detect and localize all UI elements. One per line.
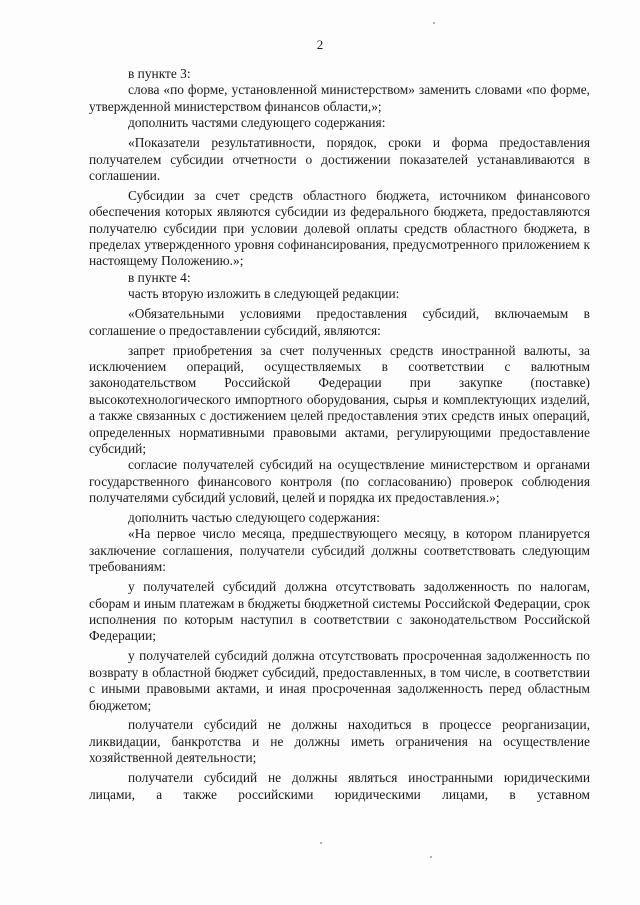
scan-speck [320,842,322,844]
paragraph-2: слова «по форме, установленной министерством» заменить словами «по форме, утвержденной министерством финансов области,»; [89,82,590,114]
scan-speck [430,856,432,858]
paragraph-7: часть вторую изложить в следующей редакции: [128,286,400,302]
paragraph-9: запрет приобретения за счет полученных средств иностранной валюты, за исключением операций, осуществляемых в соответствии с валютным законодательством Российской Федерации при закупке (поставке) высокотехнологического импортного оборудования, сырья и комплектующих изделий, а также связанных с достижением целей предоставления этих средств иных операций, определенных нормативными правовыми актами, регулирующими предоставление субсидий; [89,342,590,456]
paragraph-15: получатели субсидий не должны находиться в процессе реорганизации, ликвидации, банкротства и не должны иметь ограничения на осуществление хозяйственной деятельности; [89,717,590,766]
paragraph-14: у получателей субсидий должна отсутствовать просроченная задолженность по возврату в областной бюджет субсидий, предоставленных, в том числе, в соответствии с иными правовыми актами, и иная просроченная задолженность перед областным бюджетом; [89,648,590,713]
paragraph-16: получатели субсидий не должны являться иностранными юридическими лицами, а также российскими юридическими лицами, в уставном [89,770,590,802]
page-number: 2 [316,37,324,52]
paragraph-13: у получателей субсидий должна отсутствовать задолженность по налогам, сборам и иным платежам в бюджеты бюджетной системы Российской Федерации, срок исполнения по которым наступил в соответствии с законодательством Российской Федерации; [89,579,590,644]
paragraph-8: «Обязательными условиями предоставления субсидий, включаемым в соглашение о предоставлении субсидий, являются: [89,306,590,338]
document-body [89,66,590,803]
paragraph-12: «На первое число месяца, предшествующего месяцу, в котором планируется заключение соглашения, получатели субсидий должны соответствовать следующим требованиям: [89,526,590,575]
paragraph-6: в пункте 4: [128,269,191,285]
scan-speck [433,22,435,24]
paragraph-11: дополнить частью следующего содержания: [128,510,380,526]
paragraph-4: «Показатели результативности, порядок, сроки и форма предоставления получателем субсидии отчетности о достижении показателей устанавливаются в соглашении. [89,135,590,183]
paragraph-1: в пункте 3: [128,66,191,81]
paragraph-10: согласие получателей субсидий на осуществление министерством и органами государственного финансового контроля (по согласованию) проверок соблюдения получателями субсидий условий, целей и порядка их предоставления.»; [89,457,590,506]
paragraph-5: Субсидии за счет средств областного бюджета, источником финансового обеспечения которых являются субсидии из федерального бюджета, предоставляются получателю субсидии при условии долевой оплаты средств областного бюджета, в пределах утвержденного уровня софинансирования, предусмотренного приложением к настоящему Положению.»; [89,187,590,269]
paragraph-3: дополнить частями следующего содержания: [128,115,386,131]
